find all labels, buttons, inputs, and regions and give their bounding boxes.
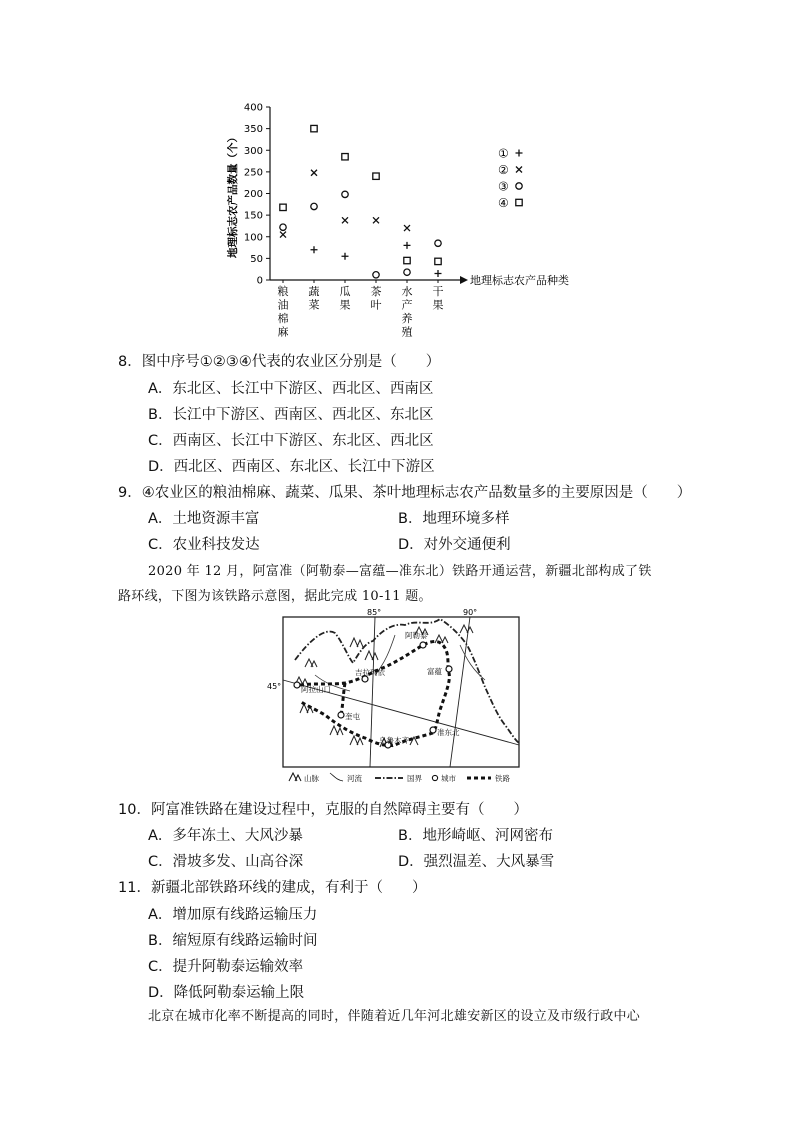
map-legend: [289, 773, 510, 783]
q11-stem: 11．新疆北部铁路环线的建成，有利于（ ）: [118, 880, 427, 896]
q10-stem: 10．阿富准铁路在建设过程中，克服的自然障碍主要有（ ）: [118, 802, 528, 818]
data-point: [311, 170, 317, 176]
data-point: [404, 269, 410, 275]
y-tick-label: 400: [243, 102, 263, 114]
legend-railway: 铁路: [495, 774, 510, 783]
x-axis-arrow: [460, 276, 468, 284]
q9-option-c[interactable]: C．农业科技发达: [148, 537, 260, 553]
legend-city: 城市: [441, 774, 456, 783]
x-tick-label: 干果: [432, 285, 444, 312]
y-tick-label: 100: [243, 232, 263, 244]
data-point: [280, 224, 286, 230]
data-point: [342, 191, 348, 197]
data-point: [404, 242, 411, 249]
q8-option-d[interactable]: D．西北区、西南区、东北区、长江中下游区: [148, 459, 435, 475]
data-point: [311, 125, 317, 131]
legend-mountain: 山脉: [304, 774, 319, 783]
q11-option-a[interactable]: A．增加原有线路运输压力: [148, 907, 318, 923]
q11-option-b[interactable]: B．缩短原有线路运输时间: [148, 933, 318, 949]
data-point: [373, 272, 379, 278]
legend-marker: [516, 183, 522, 189]
q8-option-b[interactable]: B．长江中下游区、西南区、西北区、东北区: [148, 407, 434, 423]
q10-option-c[interactable]: C．滑坡多发、山高谷深: [148, 854, 304, 870]
q11-option-c[interactable]: C．提升阿勒泰运输效率: [148, 959, 304, 975]
city-aletai: [420, 642, 426, 648]
legend-marker: [516, 199, 522, 205]
q8-option-a[interactable]: A．东北区、长江中下游区、西北区、西南区: [148, 381, 434, 397]
legend-label: ①: [498, 146, 509, 161]
data-point: [311, 203, 317, 209]
data-point: [342, 253, 349, 260]
agri-scatter-chart: [220, 95, 580, 345]
data-point: [280, 232, 286, 238]
data-point: [280, 204, 286, 210]
lon-label-85: 85°: [367, 608, 382, 617]
footer-paragraph: 北京在城市化率不断提高的同时，伴随着近几年河北雄安新区的设立及市级行政中心: [148, 1009, 641, 1024]
city-kuitun: [338, 712, 344, 718]
q8-stem: 8．图中序号①②③④代表的农业区分别是（ ）: [118, 354, 441, 370]
legend-label: ②: [498, 163, 509, 177]
legend-marker: [516, 150, 523, 157]
legend-label: ④: [498, 196, 509, 210]
intro-line-1: 2020 年 12 月，阿富准（阿勒泰—富蕴—准东北）铁路开通运营，新疆北部构成了铁: [148, 564, 652, 579]
x-tick-label: 水产养殖: [401, 285, 413, 339]
y-tick-label: 200: [243, 189, 263, 200]
city-fuyun: [446, 666, 452, 672]
data-point: [435, 240, 441, 246]
y-tick-label: 300: [243, 145, 263, 157]
y-tick-label: 150: [243, 210, 263, 222]
y-axis-label: 地理标志农产品数量（个）: [227, 132, 239, 258]
legend-marker: [516, 167, 522, 173]
legend-river: 河流: [347, 774, 362, 783]
city-label-jilamayi: 吉拉玛依: [355, 668, 385, 677]
q10-option-b[interactable]: B．地形崎岖、河网密布: [398, 828, 553, 844]
intro-line-2: 路环线，下图为该铁路示意图，据此完成 10-11 题。: [118, 589, 432, 604]
railway-map: [255, 605, 545, 790]
data-point: [435, 258, 441, 264]
city-label-alashankou: 阿拉山口: [301, 685, 331, 694]
y-tick-label: 0: [256, 275, 263, 287]
q8-option-c[interactable]: C．西南区、长江中下游区、东北区、西北区: [148, 433, 434, 449]
city-alashankou: [294, 682, 300, 688]
q11-option-d[interactable]: D．降低阿勒泰运输上限: [148, 985, 305, 1001]
x-tick-label: 粮油棉麻: [277, 285, 289, 339]
y-tick-label: 350: [243, 124, 263, 136]
x-axis-label: 地理标志农产品种类: [470, 274, 569, 287]
lon-label-90: 90°: [463, 608, 478, 617]
city-zhundongbei: [430, 727, 436, 733]
q9-option-d[interactable]: D．对外交通便利: [398, 537, 511, 553]
y-tick-label: 50: [250, 253, 263, 265]
data-point: [404, 257, 410, 263]
legend-border: 国界: [407, 774, 422, 783]
data-point: [404, 225, 410, 231]
city-label-fuyun: 富蕴: [427, 667, 442, 676]
data-point: [342, 217, 348, 223]
x-tick-label: 茶叶: [370, 285, 382, 312]
q9-option-a[interactable]: A．土地资源丰富: [148, 511, 260, 527]
data-point: [373, 173, 379, 179]
data-point: [342, 154, 348, 160]
data-point: [435, 270, 442, 277]
city-label-aletai: 阿勒泰: [405, 631, 428, 640]
x-tick-label: 瓜果: [339, 285, 351, 312]
legend-label: ③: [498, 179, 509, 194]
data-point: [311, 246, 318, 253]
q10-option-a[interactable]: A．多年冻土、大风沙暴: [148, 828, 303, 844]
city-label-zhundongbei: 准东北: [437, 728, 460, 737]
q9-stem: 9．④农业区的粮油棉麻、蔬菜、瓜果、茶叶地理标志农产品数量多的主要原因是（ ）: [118, 485, 692, 501]
q10-option-d[interactable]: D．强烈温差、大风暴雪: [398, 854, 555, 870]
city-label-urumqi: 乌鲁木齐: [379, 736, 409, 745]
city-label-kuitun: 奎屯: [345, 712, 360, 721]
x-tick-label: 蔬菜: [308, 285, 320, 312]
lat-label-45: 45°: [267, 682, 282, 691]
data-point: [373, 217, 379, 223]
y-tick-label: 250: [243, 167, 263, 179]
q9-option-b[interactable]: B．地理环境多样: [398, 511, 510, 527]
